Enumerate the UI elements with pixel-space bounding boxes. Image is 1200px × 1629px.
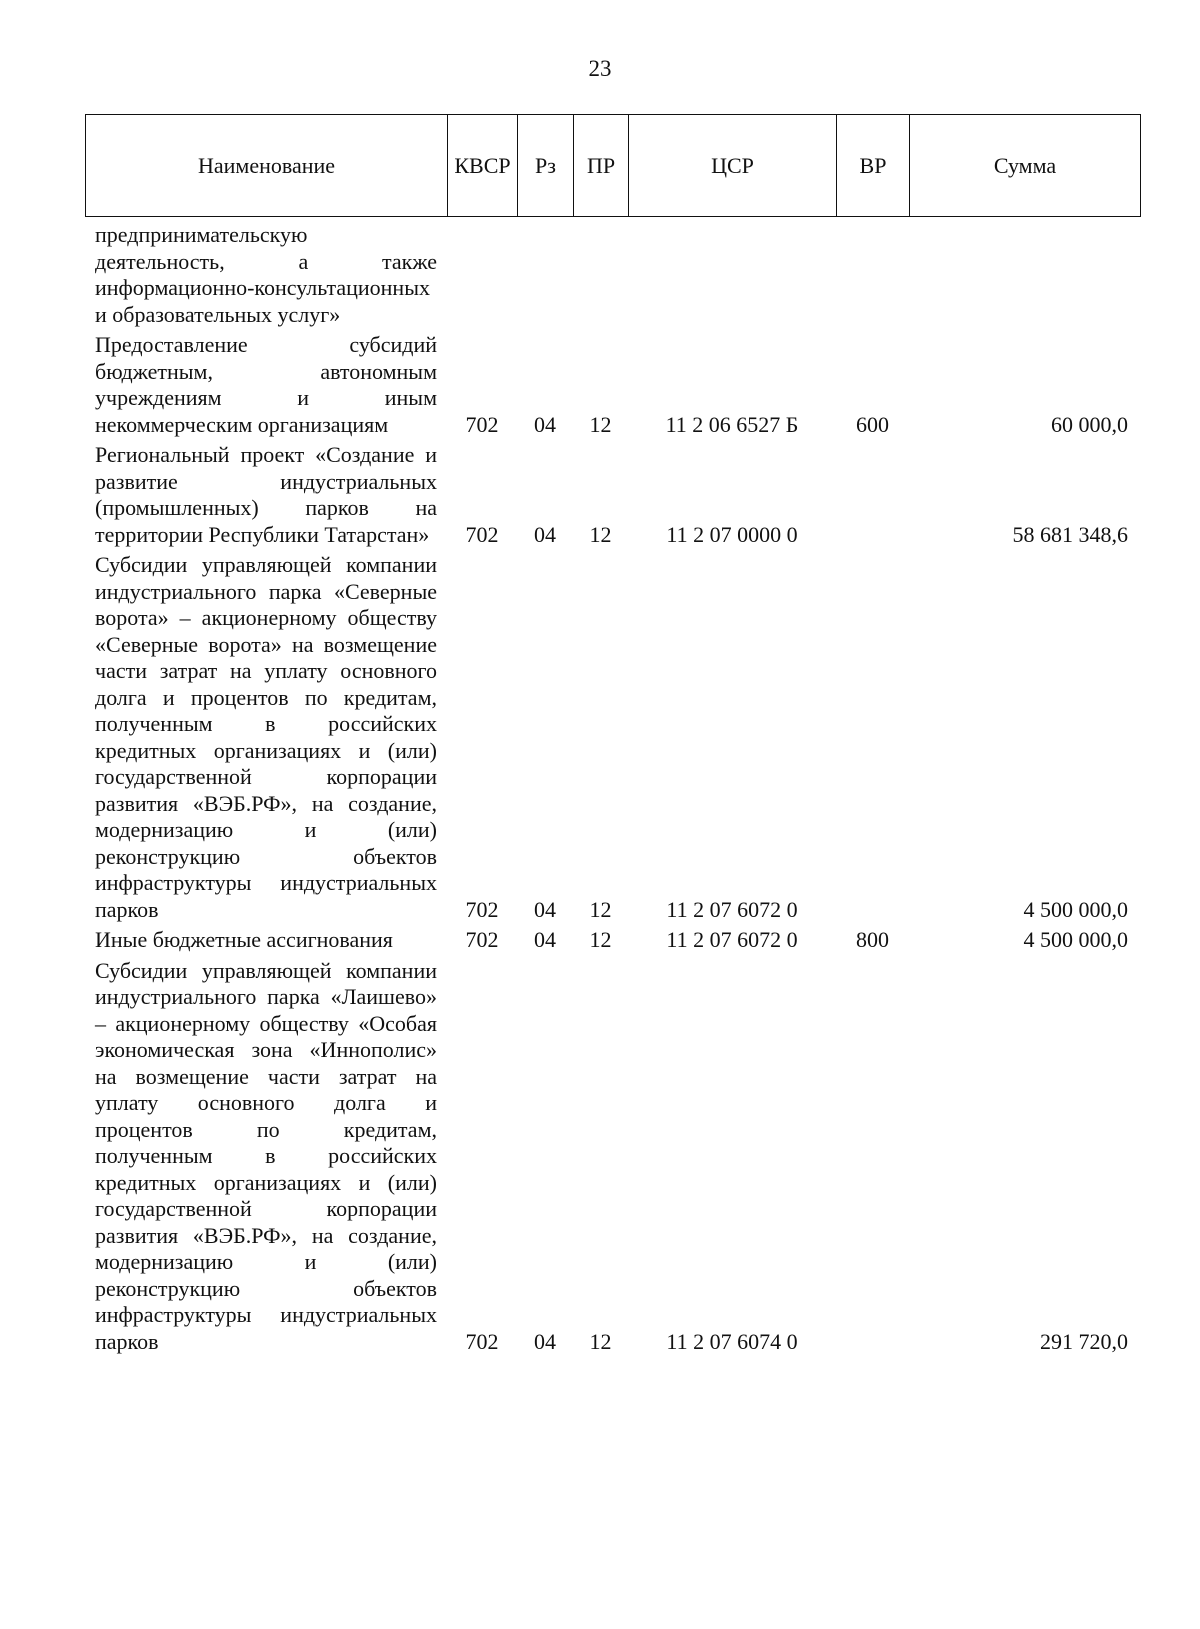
row-kvsr: 702 [465,411,499,437]
row-rz: 04 [534,896,556,922]
page-number: 23 [588,56,612,81]
header-name: Наименование [86,115,448,217]
table-row [85,332,1140,442]
row-sum: 4 500 000,0 [1023,896,1128,922]
header-rz: Рз [518,115,574,217]
table-body [85,222,1140,1359]
row-vr [836,958,909,1360]
row-csr: 11 2 07 0000 0 [666,521,798,547]
row-name: Субсидии управляющей компании индустриального парка «Северные ворота» – акционерному обществу «Северные ворота» на возмещение части затрат на уплату основного долга и процентов по кредитам, полученным в российских кредитных организациях и (или) государственной корпорации развития «ВЭБ.РФ», на создание, модернизацию и (или) реконструкцию объектов инфраструктуры индустриальных парков [95,552,437,922]
row-pr: 12 [589,411,612,437]
row-pr [573,222,628,332]
row-vr [836,222,909,332]
row-kvsr: 702 [465,521,499,547]
row-csr: 11 2 06 6527 Б [665,411,799,437]
table-row [85,927,1140,958]
row-rz: 04 [534,1328,556,1354]
row-rz: 04 [534,927,556,952]
row-sum: 60 000,0 [1051,411,1128,437]
header-row [86,115,1141,217]
header-vr: ВР [837,115,910,217]
row-rz: 04 [534,521,556,547]
row-csr [628,222,836,332]
table-row [85,442,1140,552]
row-pr: 12 [589,521,612,547]
row-kvsr: 702 [465,1328,499,1354]
row-name: предпринимательскую деятельность, а также информационно-консультационных и образовательных услуг» [95,222,437,327]
row-csr: 11 2 07 6072 0 [666,927,798,952]
row-rz: 04 [534,411,556,437]
row-rz [517,222,573,332]
header-pr: ПР [574,115,629,217]
table-row [85,958,1140,1360]
row-kvsr: 702 [465,896,499,922]
row-vr: 800 [856,927,889,952]
row-kvsr [447,222,517,332]
row-pr: 12 [589,1328,612,1354]
row-sum: 291 720,0 [1040,1328,1128,1354]
row-kvsr: 702 [465,927,499,952]
header-sum: Сумма [910,115,1141,217]
row-sum: 58 681 348,6 [1012,521,1128,547]
row-sum [909,222,1140,332]
row-csr: 11 2 07 6072 0 [666,896,798,922]
row-csr: 11 2 07 6074 0 [666,1328,798,1354]
table-row [85,552,1140,927]
header-kvsr: КВСР [448,115,518,217]
row-name: Региональный проект «Создание и развитие индустриальных (промышленных) парков на территории Республики Татарстан» [95,442,437,547]
row-pr: 12 [589,896,612,922]
row-sum: 4 500 000,0 [1023,927,1128,952]
table-header [85,114,1141,217]
row-vr [836,442,909,552]
header-csr: ЦСР [629,115,837,217]
row-vr [836,552,909,927]
row-name: Субсидии управляющей компании индустриального парка «Лаишево» – акционерному обществу «Особая экономическая зона «Иннополис» на возмещение части затрат на уплату основного долга и процентов по кредитам, полученным в российских кредитных организациях и (или) государственной корпорации развития «ВЭБ.РФ», на создание, модернизацию и (или) реконструкцию объектов инфраструктуры индустриальных парков [95,957,437,1354]
row-name: Предоставление субсидий бюджетным, автономным учреждениям и иным некоммерческим организациям [95,332,437,437]
table-row [85,222,1140,332]
row-vr: 600 [856,411,889,437]
row-pr: 12 [589,927,612,952]
row-name: Иные бюджетные ассигнования [95,927,393,952]
